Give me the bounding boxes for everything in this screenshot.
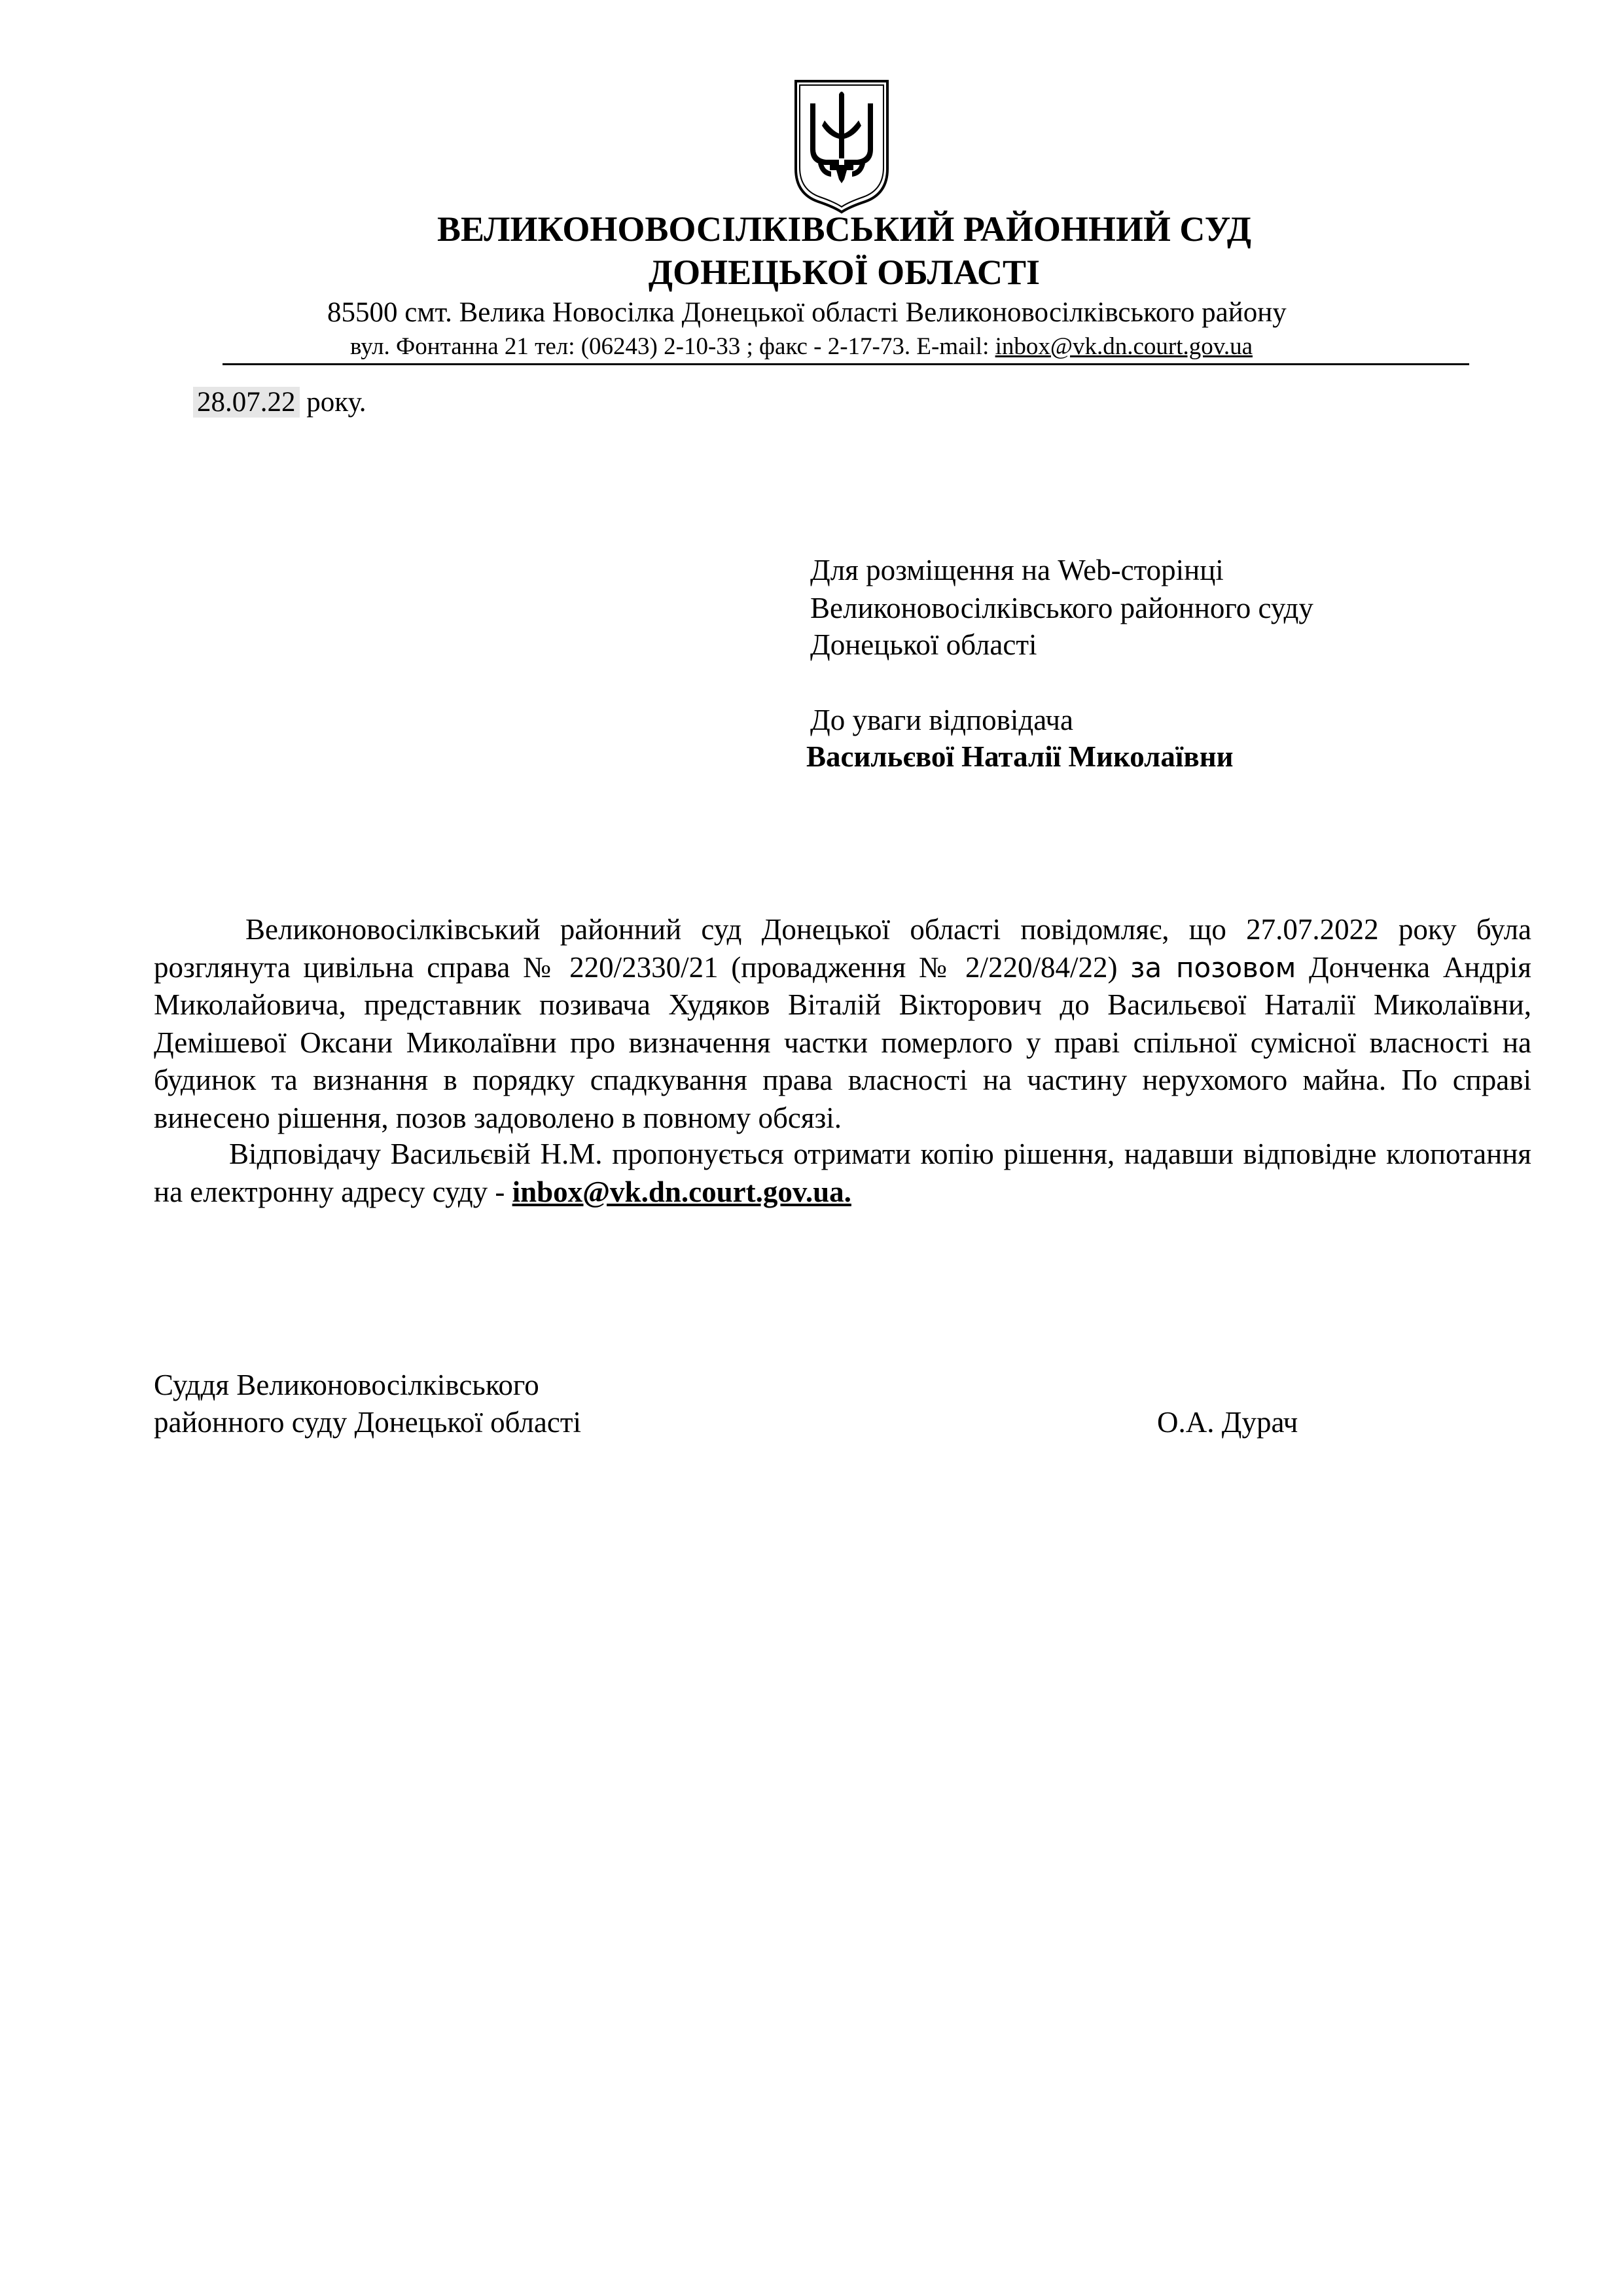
judge-title-line1: Суддя Великоновосілківського <box>154 1369 539 1401</box>
addressee-line4: До уваги відповідача <box>810 704 1074 736</box>
addressee-line2: Великоновосілківського районного суду <box>810 592 1313 624</box>
court-contacts: вул. Фонтанна 21 тел: (06243) 2-10-33 ; факс - 2-17-73. E-mail: <box>350 333 995 360</box>
court-address-line1: 85500 смт. Велика Новосілка Донецької області Великоновосілківського району <box>327 297 1287 328</box>
court-name-line1: ВЕЛИКОНОВОСІЛКІВСЬКИЙ РАЙОННИЙ СУД <box>437 209 1252 249</box>
request-text: Відповідачу Васильєвій Н.М. пропонується отримати копію рішення, надавши відповідне клопотання на електронну адресу суду - <box>154 1138 1531 1208</box>
date-suffix: року. <box>299 387 366 418</box>
notice-text-part1: Великоновосілківський районний суд Донецької області повідомляє, що 27.07.2022 року була розглянута цивільна справа № 220/2330/21 (провадження № 2/220/84/22) <box>154 913 1531 984</box>
document-date <box>193 385 366 420</box>
addressee-line1: Для розміщення на Web-сторінці <box>810 554 1224 586</box>
header-divider <box>223 363 1469 365</box>
notice-text-part2: Донченка Андрія Миколайовича, представник позивача Худяков Віталій Вікторович до Васильєвої Наталії Миколаївни, Демішевої Оксани Миколаївни про визначення частки померлого у праві спільної сумісної власності на будинок та визнання в порядку спадкування права власності на частину нерухомого майна. По справі винесено рішення, позов задоволено в повному обсязі. <box>154 950 1531 1134</box>
court-email-link[interactable]: inbox@vk.dn.court.gov.ua. <box>512 1175 851 1208</box>
notice-paragraph-2 <box>154 1136 1531 1211</box>
date-value: 28.07.22 <box>193 387 300 418</box>
addressee-line3: Донецької області <box>810 628 1037 661</box>
notice-paragraph-1 <box>154 911 1531 1137</box>
defendant-name: Васильєвої Наталії Миколаївни <box>806 740 1234 773</box>
header-email-link[interactable]: inbox@vk.dn.court.gov.ua <box>995 333 1253 360</box>
judge-name: О.А. Дурач <box>1157 1406 1298 1439</box>
notice-lawsuit-phrase: за позовом <box>1130 951 1296 984</box>
judge-title-line2: районного суду Донецької області <box>154 1406 582 1439</box>
coat-of-arms-icon <box>792 77 891 215</box>
court-address-line2 <box>350 332 1253 361</box>
court-name-line2: ДОНЕЦЬКОЇ ОБЛАСТІ <box>648 253 1041 292</box>
